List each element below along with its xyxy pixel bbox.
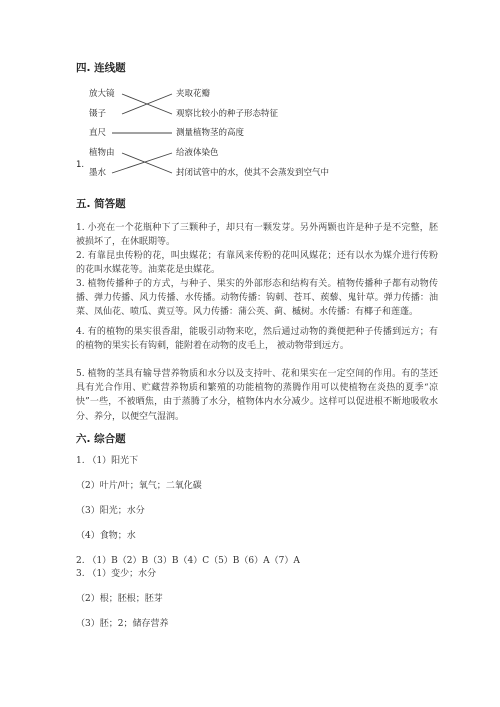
match-right-item: 夹取花瓣 [176, 89, 211, 99]
answer-paragraph: 1. 小亮在一个花瓶种下了三颗种子，却只有一颗发芽。另外两颗也许是种子是不完整，胚被损坏了，在休眠期等。 [76, 223, 438, 248]
answer-line: 2. （1）B（2）B（3）B（4）C（5）B（6）A（7）A [76, 556, 300, 566]
match-left-item: 直尺 [89, 128, 107, 138]
section4-title: 四. 连线题 [76, 62, 126, 74]
match-right-item: 观察比较小的种子形态特征 [176, 109, 279, 119]
answer-paragraph: 2. 有靠昆虫传粉的花，叫虫媒花；有靠风来传粉的花叫风媒花；还有以水为媒介进行传粉的花叫水媒花等。油菜花是虫媒花。 [76, 251, 438, 276]
match-line [112, 153, 172, 173]
match-left-item: 墨水 [89, 168, 107, 178]
section5-title: 五. 简答题 [76, 198, 126, 210]
answer-line: （2）根；胚根；胚芽 [76, 594, 163, 604]
match-right-item: 封闭试管中的水，使其不会蒸发到空气中 [176, 168, 330, 178]
match-right-item: 测量植物茎的高度 [176, 128, 245, 138]
answer-line: 3. （1）变少；水分 [76, 569, 157, 579]
match-right-item: 给液体染色 [176, 148, 219, 158]
answer-line: （4）食物；水 [76, 531, 136, 541]
answer-line: 1. （1）阳光下 [76, 456, 139, 466]
match-left-item: 植物由 [89, 148, 115, 158]
answer-paragraph: 3. 植物传播种子的方式，与种子、果实的外部形态和结构有关。植物传播种子都有动物传播、弹力传播、风力传播、水传播。动物传播：钩刺、苍耳、蒺藜、鬼针草。弹力传播：油菜、凤仙花、喷瓜、黄豆等。风力传播：蒲公英、蓟、槭树。水传播：有椰子和莲蓬。 [76, 279, 438, 318]
answer-line: （3）胚；2；储存营养 [76, 619, 169, 629]
answer-paragraph: 4. 有的植物的果实很香甜，能吸引动物来吃，然后通过动物的粪便把种子传播到远方；有的植物的果实长有钩刺，能附着在动物的皮毛上， 被动物带到远方。 [76, 327, 438, 352]
answer-paragraph: 5. 植物的茎具有输导营养物质和水分以及支持叶、花和果实在一定空间的作用。有的茎还具有光合作用、贮藏营养物质和繁殖的功能植物的蒸腾作用可以使植物在炎热的夏季“凉快”一些，不被晒焦，由于蒸腾了水分，植物体内水分减少。这样可以促进根不断地吸收水分、养分，以便空气湿润。 [76, 369, 438, 422]
section6-title: 六. 综合题 [76, 433, 126, 445]
match-line [122, 153, 172, 173]
answer-number: 1. [76, 160, 85, 170]
match-left-item: 镊子 [89, 109, 107, 119]
match-left-item: 放大镜 [89, 89, 115, 99]
answer-line: （3）阳光；水分 [76, 506, 145, 516]
answer-line: （2）叶片/叶；氧气；二氧化碳 [76, 481, 202, 491]
